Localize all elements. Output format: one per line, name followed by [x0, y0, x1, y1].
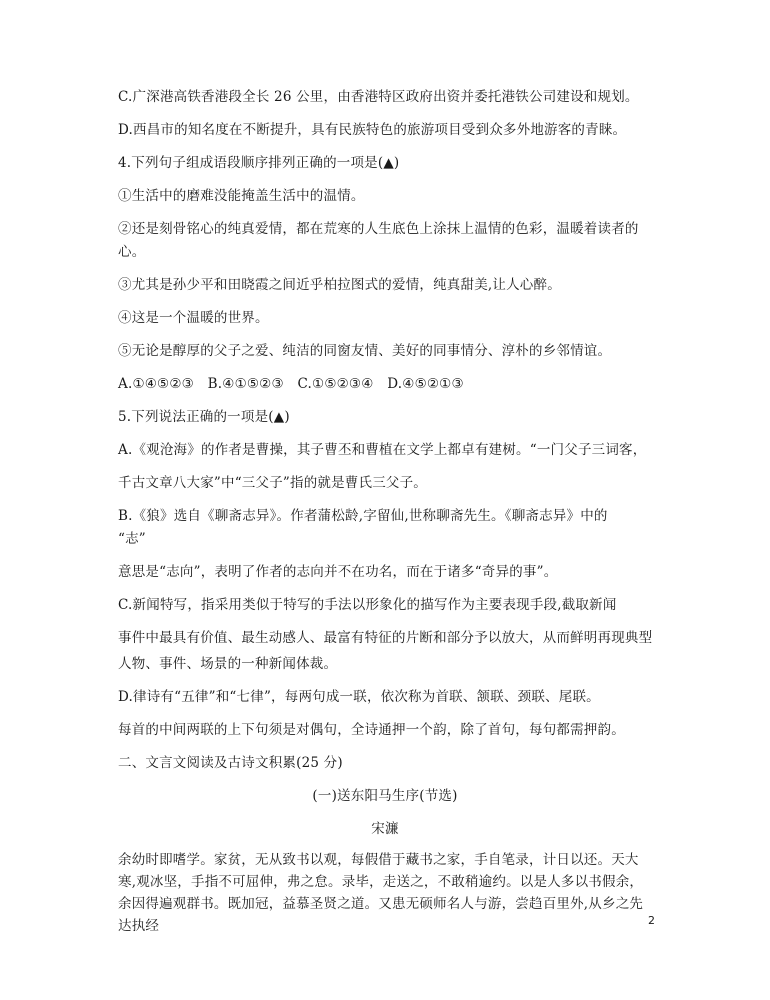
question-4: 4.下列句子组成语段顺序排列正确的一项是(▲)	[118, 155, 400, 171]
passage-title: (一)送东阳马生序(节选)	[312, 788, 458, 804]
passage-author: 宋濂	[371, 821, 399, 837]
text-line: A.《观沧海》的作者是曹操，其子曹丕和曹植在文学上都卓有建树。“一门父子三词客，	[118, 442, 647, 458]
question-5: 5.下列说法正确的一项是(▲)	[118, 409, 290, 425]
text-line: ③尤其是孙少平和田晓霞之间近乎柏拉图式的爱情，纯真甜美,让人心醉。	[118, 277, 561, 293]
text-line: D.西昌市的知名度在不断提升，具有民族特色的旅游项目受到众多外地游客的青睐。	[118, 122, 627, 138]
passage-text: 余幼时即嗜学。家贫，无从致书以观，每假借于藏书之家，手自笔录，计日以还。天大寒,观冰坚，手指不可屈伸，弗之怠。录毕，走送之，不敢稍逾约。以是人多以书假余，余因得遍观群书。既加冠，益慕圣贤之道。又患无硕师名人与游，尝趋百里外,从乡之先达执经	[118, 852, 644, 934]
text-line: 人物、事件、场景的一种新闻体裁。	[118, 656, 338, 672]
text-line: ①生活中的磨难没能掩盖生活中的温情。	[118, 188, 365, 204]
text-line: B.《狼》选自《聊斋志异》。作者蒲松龄,字留仙,世称聊斋先生。《聊斋志异》中的	[118, 508, 608, 524]
text-line: 心。	[118, 244, 146, 260]
text-line: D.律诗有“五律”和“七律”，每两句成一联，依次称为首联、颔联、颈联、尾联。	[118, 689, 600, 705]
text-line: C.广深港高铁香港段全长 26 公里，由香港特区政府出资并委托港铁公司建设和规划。	[118, 89, 639, 105]
text-line: C.新闻特写，指采用类似于特写的手法以形象化的描写作为主要表现手段,截取新闻	[118, 597, 617, 613]
text-line: ④这是一个温暖的世界。	[118, 310, 269, 326]
answer-options: A.①④⑤②③ B.④①⑤②③ C.①⑤②③④ D.④⑤②①③	[118, 376, 464, 392]
text-line: 意思是“志向”，表明了作者的志向并不在功名，而在于诸多“奇异的事”。	[118, 564, 558, 580]
section-heading: 二、文言文阅读及古诗文积累(25 分)	[118, 755, 343, 771]
page-number: 2	[648, 914, 655, 927]
text-line: 事件中最具有价值、最生动感人、最富有特征的片断和部分予以放大，从而鲜明再现典型	[118, 630, 653, 646]
text-line: 每首的中间两联的上下句须是对偶句，全诗通押一个韵，除了首句，每句都需押韵。	[118, 722, 625, 738]
text-line: 千古文章八大家”中“三父子”指的就是曹氏三父子。	[118, 475, 428, 491]
text-line: ②还是刻骨铭心的纯真爱情，都在荒寒的人生底色上涂抹上温情的色彩，温暖着读者的	[118, 221, 639, 237]
text-line: ⑤无论是醇厚的父子之爱、纯洁的同窗友情、美好的同事情分、淳朴的乡邻情谊。	[118, 343, 612, 359]
text-line: “志”	[118, 531, 146, 547]
